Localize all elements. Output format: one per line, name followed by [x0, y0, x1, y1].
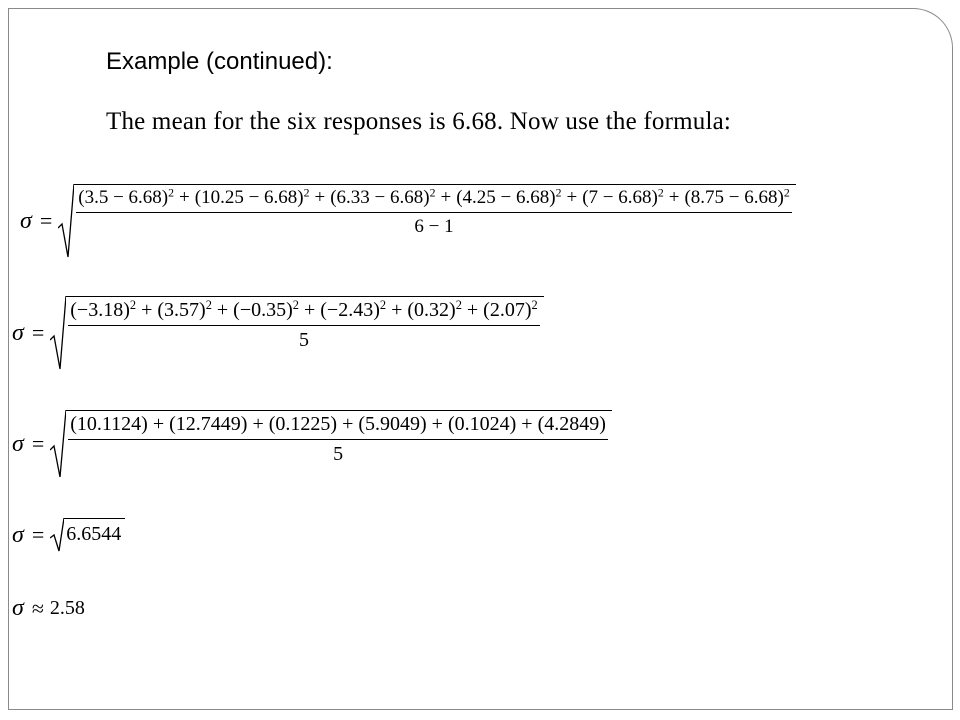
term: (7 − 6.68) [582, 187, 658, 208]
term: (−3.18) [70, 299, 130, 321]
numerator [68, 299, 539, 325]
term: (6.33 − 6.68) [330, 187, 430, 208]
exponent: 2 [555, 186, 562, 200]
exponent: 2 [455, 298, 462, 313]
approx-sign: ≈ [31, 595, 44, 621]
term: (−0.35) [233, 299, 293, 321]
exponent: 2 [168, 186, 175, 200]
term: (12.7449) [169, 413, 248, 435]
sigma-symbol: σ [20, 207, 32, 234]
sigma-symbol: σ [12, 430, 24, 457]
plus-sign: + [303, 299, 316, 321]
denominator: 5 [68, 439, 608, 466]
plus-sign: + [152, 413, 165, 435]
equation-1 [20, 184, 796, 258]
square-root [50, 518, 125, 552]
equals-sign: = [39, 208, 53, 233]
plus-sign: + [431, 413, 443, 435]
numerator [68, 413, 608, 439]
term: (4.25 − 6.68) [456, 187, 556, 208]
equals-sign: = [31, 320, 45, 345]
term: (5.9049) [358, 413, 427, 435]
exponent: 2 [292, 298, 299, 313]
term: (10.25 − 6.68) [194, 187, 304, 208]
square-root [50, 410, 612, 478]
exponent: 2 [303, 186, 310, 200]
radicand-value: 6.6544 [64, 518, 125, 552]
term: (8.75 − 6.68) [684, 187, 784, 208]
radical-sign-icon [50, 296, 66, 370]
term: (3.57) [157, 299, 206, 321]
denominator: 5 [68, 325, 539, 352]
numerator [76, 187, 791, 212]
plus-sign: + [342, 413, 354, 435]
equation-3 [12, 410, 612, 478]
sigma-symbol: σ [12, 595, 24, 621]
fraction [68, 413, 608, 466]
plus-sign: + [179, 187, 190, 208]
fraction [68, 299, 539, 352]
exponent: 2 [379, 298, 387, 313]
plus-sign: + [252, 413, 264, 435]
slide-heading: Example (continued): [106, 48, 333, 75]
denominator: 6 − 1 [76, 212, 791, 238]
term: (3.5 − 6.68) [78, 187, 169, 208]
exponent: 2 [531, 298, 538, 313]
radicand [66, 410, 612, 478]
radicand [74, 184, 795, 258]
term: (4.2849) [537, 413, 606, 435]
plus-sign: + [216, 299, 229, 321]
term: (0.32) [407, 299, 456, 321]
plus-sign: + [314, 187, 326, 208]
plus-sign: + [440, 187, 452, 208]
sigma-symbol: σ [12, 521, 24, 548]
plus-sign: + [668, 187, 680, 208]
term: (2.07) [483, 299, 532, 321]
sigma-symbol: σ [12, 319, 24, 346]
plus-sign: + [521, 413, 533, 435]
plus-sign: + [141, 299, 153, 321]
fraction [76, 187, 791, 238]
intro-text: The mean for the six responses is 6.68. Now use the formula: [106, 108, 732, 135]
term: (0.1225) [268, 413, 338, 435]
equation-5 [12, 595, 85, 622]
plus-sign: + [466, 299, 479, 321]
result-value: 2.58 [49, 597, 85, 619]
term: (0.1024) [447, 413, 517, 435]
exponent: 2 [657, 186, 664, 200]
equals-sign: = [31, 522, 45, 547]
square-root [50, 296, 543, 370]
radical-sign-icon [58, 184, 74, 258]
square-root [58, 184, 795, 258]
exponent: 2 [783, 186, 790, 200]
equation-4 [12, 518, 125, 552]
equation-2 [12, 296, 544, 370]
plus-sign: + [566, 187, 578, 208]
exponent: 2 [205, 298, 212, 313]
radical-sign-icon [50, 518, 64, 552]
term: (−2.43) [320, 299, 380, 321]
radical-sign-icon [50, 410, 66, 478]
equals-sign: = [31, 431, 45, 456]
radicand [66, 296, 543, 370]
exponent: 2 [129, 298, 137, 313]
exponent: 2 [429, 186, 436, 200]
plus-sign: + [391, 299, 403, 321]
term: (10.1124) [70, 413, 148, 435]
